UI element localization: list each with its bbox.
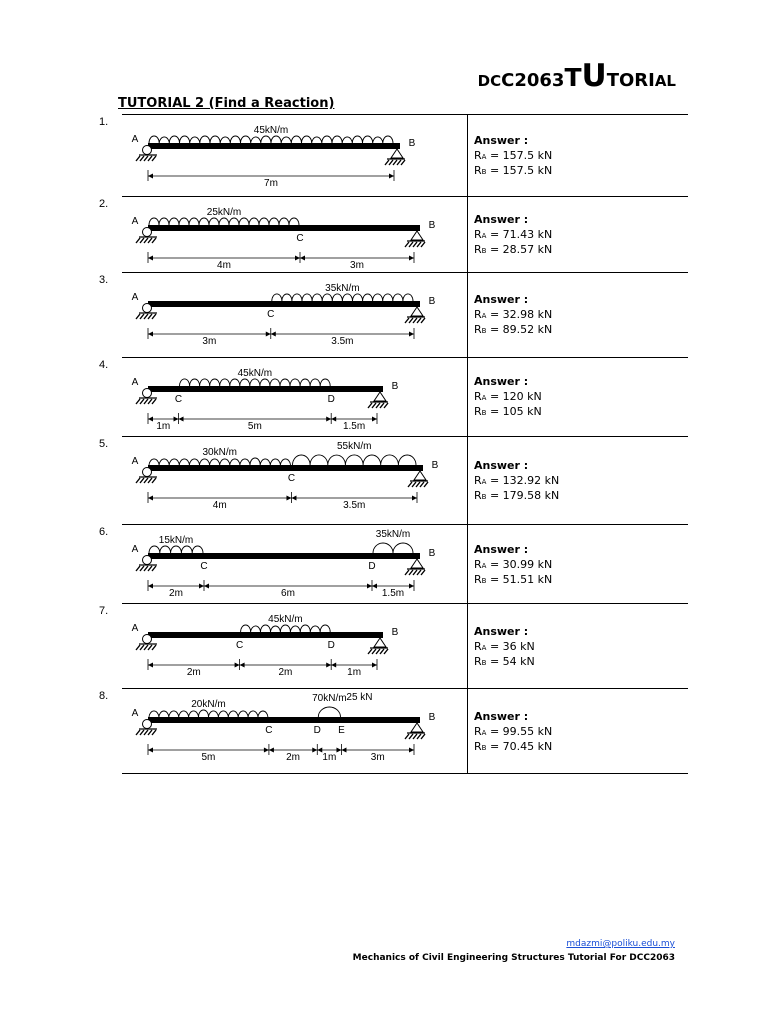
ground-hatch bbox=[401, 160, 405, 165]
reaction-a-value: = 157.5 kN bbox=[489, 148, 553, 162]
load-label: 30kN/m bbox=[202, 447, 237, 458]
point-label-d: D bbox=[313, 725, 321, 736]
dimension-label: 1m bbox=[322, 752, 337, 763]
dimension-label: 4m bbox=[212, 500, 227, 511]
reaction-a: RA = 36 kN bbox=[474, 639, 535, 653]
ground-hatch bbox=[376, 649, 380, 654]
dimension-arrow bbox=[235, 663, 240, 668]
point-label-b: B bbox=[428, 712, 436, 723]
udl-load bbox=[149, 458, 291, 465]
load-label: 45kN/m bbox=[253, 125, 289, 136]
dimension-arrow bbox=[409, 332, 414, 337]
course-footer: Mechanics of Civil Engineering Structures Tutorial For DCC2063 bbox=[352, 953, 675, 963]
dimension-arrow bbox=[240, 663, 245, 668]
problem-number: 1. bbox=[99, 116, 109, 128]
udl-load bbox=[149, 710, 268, 717]
point-label-c: C bbox=[235, 640, 244, 651]
ground-hatch bbox=[140, 566, 144, 571]
point-label-a: A bbox=[131, 456, 139, 467]
ground-hatch bbox=[152, 645, 156, 650]
problem-number: 6. bbox=[99, 526, 109, 538]
ground-hatch bbox=[384, 403, 388, 408]
point-load-label: 25 kN bbox=[346, 692, 373, 703]
dimension-label: 2m bbox=[169, 588, 183, 599]
dimension-arrow bbox=[409, 256, 414, 261]
ground-hatch bbox=[413, 570, 417, 575]
dimension-label: 6m bbox=[281, 588, 295, 599]
udl-load bbox=[149, 218, 299, 225]
ground-hatch bbox=[144, 730, 148, 735]
beam-diagram bbox=[122, 114, 466, 196]
roller-support-b bbox=[414, 471, 426, 480]
answer-label: Answer : bbox=[474, 459, 529, 472]
ground-hatch bbox=[136, 566, 140, 571]
table-column-divider bbox=[467, 114, 468, 773]
beam-diagram bbox=[122, 357, 466, 436]
load-label: 25kN/m bbox=[206, 207, 242, 218]
beam-diagram bbox=[122, 196, 466, 272]
point-label-b: B bbox=[408, 138, 416, 149]
dimension-label: 1.5m bbox=[342, 421, 366, 432]
pin-support-a bbox=[143, 304, 152, 313]
ground-hatch bbox=[136, 478, 140, 483]
answer-block bbox=[474, 213, 552, 259]
answer-label: Answer : bbox=[474, 710, 529, 723]
ground-hatch bbox=[420, 482, 424, 487]
reaction-b-value: = 157.5 kN bbox=[489, 164, 553, 177]
dimension-arrow bbox=[312, 748, 317, 753]
dimension-arrow bbox=[148, 332, 153, 337]
ground-hatch bbox=[421, 242, 425, 247]
ground-hatch bbox=[413, 734, 417, 739]
ground-hatch bbox=[417, 570, 421, 575]
ground-hatch bbox=[144, 399, 148, 404]
answer-block bbox=[474, 625, 535, 671]
beam bbox=[148, 717, 420, 723]
reaction-a: RA = 32.98 kN bbox=[474, 307, 553, 321]
beam bbox=[148, 143, 400, 149]
ground-hatch bbox=[140, 238, 144, 243]
roller-support-b bbox=[411, 231, 423, 240]
header-u: U bbox=[581, 58, 607, 94]
point-label-d: D bbox=[368, 561, 376, 572]
ground-hatch bbox=[413, 318, 417, 323]
header-code-prefix: DC bbox=[477, 72, 502, 90]
ground-hatch bbox=[148, 478, 152, 483]
ground-hatch bbox=[417, 242, 421, 247]
dimension-arrow bbox=[331, 417, 336, 422]
answer-block bbox=[474, 459, 559, 505]
point-label-a: A bbox=[131, 134, 139, 145]
ground-hatch bbox=[405, 734, 409, 739]
point-label-c: C bbox=[265, 725, 273, 736]
ground-hatch bbox=[409, 318, 413, 323]
reaction-b-value: = 28.57 kN bbox=[489, 243, 553, 256]
point-label-b: B bbox=[391, 627, 399, 638]
reaction-b: RB = 179.58 kN bbox=[474, 489, 560, 502]
ground-hatch bbox=[144, 238, 148, 243]
load-label: 55kN/m bbox=[337, 441, 372, 452]
point-label-c: C bbox=[296, 233, 304, 244]
ground-hatch bbox=[424, 482, 428, 487]
udl-load bbox=[149, 546, 203, 553]
ground-hatch bbox=[380, 649, 384, 654]
problem-number: 5. bbox=[99, 438, 109, 450]
dimension-arrow bbox=[266, 332, 271, 337]
reaction-b: RB = 157.5 kN bbox=[474, 164, 553, 177]
problem-number: 4. bbox=[99, 359, 109, 371]
load-label: 35kN/m bbox=[325, 283, 360, 294]
ground-hatch bbox=[148, 314, 152, 319]
ground-hatch bbox=[417, 734, 421, 739]
beam bbox=[148, 225, 420, 231]
dimension-arrow bbox=[269, 748, 274, 753]
dimension-label: 4m bbox=[217, 260, 231, 271]
reaction-b-value: = 51.51 kN bbox=[489, 573, 553, 586]
problem-number: 7. bbox=[99, 605, 109, 617]
pin-support-a bbox=[143, 146, 152, 155]
ground-hatch bbox=[409, 734, 413, 739]
dimension-arrow bbox=[326, 417, 331, 422]
roller-support-b bbox=[411, 307, 423, 316]
dimension-label: 7m bbox=[264, 178, 278, 189]
ground-hatch bbox=[152, 314, 156, 319]
ground-hatch bbox=[368, 649, 372, 654]
ground-hatch bbox=[389, 160, 393, 165]
point-label-a: A bbox=[131, 708, 139, 719]
ground-hatch bbox=[421, 570, 425, 575]
dimension-label: 5m bbox=[247, 421, 262, 432]
point-label-c: C bbox=[174, 394, 183, 405]
ground-hatch bbox=[140, 399, 144, 404]
dimension-label: 1.5m bbox=[381, 588, 405, 599]
ground-hatch bbox=[144, 314, 148, 319]
reaction-a-value: = 36 kN bbox=[489, 639, 535, 653]
reaction-b-value: = 179.58 kN bbox=[489, 489, 560, 502]
ground-hatch bbox=[393, 160, 397, 165]
reaction-b-value: = 70.45 kN bbox=[489, 740, 553, 753]
dimension-arrow bbox=[148, 256, 153, 261]
point-label-b: B bbox=[391, 381, 399, 392]
reaction-b: RB = 51.51 kN bbox=[474, 573, 553, 586]
answer-block bbox=[474, 543, 552, 589]
reaction-b-value: = 105 kN bbox=[489, 405, 542, 418]
reaction-b: RB = 89.52 kN bbox=[474, 323, 553, 336]
ground-hatch bbox=[372, 403, 376, 408]
point-label-b: B bbox=[428, 296, 436, 307]
problem-number: 8. bbox=[99, 690, 109, 702]
ground-hatch bbox=[140, 645, 144, 650]
beam bbox=[148, 301, 420, 307]
answer-label: Answer : bbox=[474, 293, 529, 306]
dimension-arrow bbox=[264, 748, 269, 753]
dimension-label: 3m bbox=[202, 336, 217, 347]
point-label-b: B bbox=[431, 460, 439, 471]
dimension-arrow bbox=[148, 663, 153, 668]
ground-hatch bbox=[417, 318, 421, 323]
ground-hatch bbox=[140, 156, 144, 161]
reaction-a-value: = 132.92 kN bbox=[489, 473, 560, 487]
dimension-arrow bbox=[271, 332, 276, 337]
beam-diagram bbox=[122, 272, 466, 357]
load-label: 45kN/m bbox=[268, 614, 303, 625]
reaction-a: RA = 120 kN bbox=[474, 389, 542, 403]
beam-diagram bbox=[122, 524, 466, 603]
point-label-d: D bbox=[327, 640, 335, 651]
pin-support-a bbox=[143, 635, 152, 644]
dimension-arrow bbox=[204, 584, 209, 589]
ground-hatch bbox=[148, 645, 152, 650]
dimension-arrow bbox=[148, 584, 153, 589]
answer-block bbox=[474, 375, 542, 421]
dimension-arrow bbox=[199, 584, 204, 589]
dimension-arrow bbox=[291, 496, 296, 501]
document-header bbox=[478, 58, 676, 94]
udl-load bbox=[373, 543, 413, 553]
dimension-arrow bbox=[341, 748, 346, 753]
ground-hatch bbox=[397, 160, 401, 165]
dimension-arrow bbox=[331, 663, 336, 668]
header-code: C2063 bbox=[501, 70, 565, 91]
point-label-e: E bbox=[338, 725, 345, 736]
ground-hatch bbox=[385, 160, 389, 165]
ground-hatch bbox=[136, 399, 140, 404]
ground-hatch bbox=[148, 566, 152, 571]
ground-hatch bbox=[140, 478, 144, 483]
dimension-arrow bbox=[148, 174, 153, 179]
load-label: 45kN/m bbox=[237, 368, 273, 379]
ground-hatch bbox=[144, 645, 148, 650]
beam bbox=[148, 386, 383, 392]
answer-block bbox=[474, 134, 552, 180]
ground-hatch bbox=[144, 566, 148, 571]
reaction-b: RB = 70.45 kN bbox=[474, 740, 553, 753]
reaction-a: RA = 157.5 kN bbox=[474, 148, 553, 162]
reaction-b: RB = 28.57 kN bbox=[474, 243, 553, 256]
udl-load bbox=[293, 455, 417, 465]
point-label-a: A bbox=[131, 623, 139, 634]
beam bbox=[148, 553, 420, 559]
beam-diagram bbox=[122, 603, 466, 688]
pin-support-a bbox=[143, 556, 152, 565]
dimension-arrow bbox=[409, 748, 414, 753]
reaction-b: RB = 54 kN bbox=[474, 655, 535, 668]
ground-hatch bbox=[148, 156, 152, 161]
point-label-c: C bbox=[267, 309, 275, 320]
ground-hatch bbox=[372, 649, 376, 654]
ground-hatch bbox=[409, 570, 413, 575]
point-label-a: A bbox=[131, 377, 139, 388]
dimension-arrow bbox=[409, 584, 414, 589]
reaction-a: RA = 71.43 kN bbox=[474, 227, 553, 241]
header-al: AL bbox=[654, 72, 676, 90]
roller-support-b bbox=[374, 392, 386, 401]
ground-hatch bbox=[148, 399, 152, 404]
roller-support-b bbox=[411, 559, 423, 568]
point-label-c: C bbox=[287, 473, 296, 484]
ground-hatch bbox=[152, 566, 156, 571]
pin-support-a bbox=[143, 468, 152, 477]
reaction-a-value: = 71.43 kN bbox=[489, 227, 553, 241]
point-label-b: B bbox=[428, 548, 436, 559]
point-label-d: D bbox=[327, 394, 335, 405]
tutorial-title: TUTORIAL 2 (Find a Reaction) bbox=[118, 96, 335, 111]
dimension-arrow bbox=[148, 748, 153, 753]
reaction-a-value: = 30.99 kN bbox=[489, 557, 553, 571]
beam-diagram bbox=[122, 436, 466, 524]
dimension-arrow bbox=[336, 748, 341, 753]
ground-hatch bbox=[148, 730, 152, 735]
dimension-label: 2m bbox=[278, 667, 293, 678]
udl-load bbox=[149, 136, 393, 143]
ground-hatch bbox=[409, 242, 413, 247]
ground-hatch bbox=[412, 482, 416, 487]
ground-hatch bbox=[368, 403, 372, 408]
answer-label: Answer : bbox=[474, 134, 529, 147]
answer-label: Answer : bbox=[474, 213, 529, 226]
pin-support-a bbox=[143, 720, 152, 729]
dimension-label: 3.5m bbox=[343, 500, 366, 511]
dimension-label: 2m bbox=[286, 752, 301, 763]
reaction-a-value: = 99.55 kN bbox=[489, 724, 553, 738]
ground-hatch bbox=[152, 478, 156, 483]
reaction-b: RB = 105 kN bbox=[474, 405, 542, 418]
ground-hatch bbox=[416, 482, 420, 487]
reaction-a-value: = 120 kN bbox=[489, 389, 542, 403]
ground-hatch bbox=[136, 645, 140, 650]
point-label-b: B bbox=[428, 220, 436, 231]
dimension-label: 1m bbox=[156, 421, 171, 432]
ground-hatch bbox=[140, 730, 144, 735]
answer-label: Answer : bbox=[474, 375, 529, 388]
beam-diagram bbox=[122, 688, 466, 773]
load-label: 35kN/m bbox=[375, 529, 411, 540]
author-email-link[interactable]: mdazmi@poliku.edu.my bbox=[566, 939, 675, 949]
dimension-arrow bbox=[174, 417, 179, 422]
load-label: 15kN/m bbox=[158, 535, 194, 546]
ground-hatch bbox=[380, 403, 384, 408]
ground-hatch bbox=[152, 399, 156, 404]
header-t: T bbox=[564, 63, 582, 92]
ground-hatch bbox=[152, 156, 156, 161]
ground-hatch bbox=[405, 242, 409, 247]
answer-label: Answer : bbox=[474, 543, 529, 556]
load-label: 20kN/m bbox=[191, 699, 226, 710]
dimension-arrow bbox=[372, 584, 377, 589]
problem-number: 2. bbox=[99, 198, 109, 210]
pin-support-a bbox=[143, 228, 152, 237]
ground-hatch bbox=[144, 478, 148, 483]
ground-hatch bbox=[136, 156, 140, 161]
ground-hatch bbox=[152, 238, 156, 243]
ground-hatch bbox=[136, 730, 140, 735]
ground-hatch bbox=[136, 238, 140, 243]
load-label: 70kN/m bbox=[312, 693, 347, 704]
roller-support-b bbox=[374, 638, 386, 647]
dimension-label: 3m bbox=[350, 260, 364, 271]
ground-hatch bbox=[413, 242, 417, 247]
reaction-a: RA = 132.92 kN bbox=[474, 473, 560, 487]
udl-load bbox=[241, 625, 331, 632]
dimension-arrow bbox=[179, 417, 184, 422]
dimension-arrow bbox=[372, 417, 377, 422]
ground-hatch bbox=[136, 314, 140, 319]
dimension-arrow bbox=[295, 256, 300, 261]
roller-support-b bbox=[411, 723, 423, 732]
dimension-label: 3m bbox=[370, 752, 385, 763]
ground-hatch bbox=[405, 570, 409, 575]
roller-support-b bbox=[391, 149, 403, 158]
point-label-a: A bbox=[131, 216, 139, 227]
dimension-arrow bbox=[372, 663, 377, 668]
ground-hatch bbox=[421, 734, 425, 739]
point-label-a: A bbox=[131, 544, 139, 555]
dimension-label: 5m bbox=[201, 752, 216, 763]
ground-hatch bbox=[405, 318, 409, 323]
ground-hatch bbox=[140, 314, 144, 319]
dimension-arrow bbox=[326, 663, 331, 668]
dimension-arrow bbox=[367, 584, 372, 589]
reaction-a: RA = 30.99 kN bbox=[474, 557, 553, 571]
answer-block bbox=[474, 293, 552, 339]
reaction-a-value: = 32.98 kN bbox=[489, 307, 553, 321]
problem-number: 3. bbox=[99, 274, 109, 286]
pin-support-a bbox=[143, 389, 152, 398]
ground-hatch bbox=[148, 238, 152, 243]
dimension-label: 3.5m bbox=[331, 336, 354, 347]
point-label-a: A bbox=[131, 292, 139, 303]
beam bbox=[148, 632, 383, 638]
point-label-c: C bbox=[200, 561, 208, 572]
dimension-label: 2m bbox=[186, 667, 201, 678]
dimension-arrow bbox=[286, 496, 291, 501]
ground-hatch bbox=[144, 156, 148, 161]
ground-hatch bbox=[408, 482, 412, 487]
dimension-arrow bbox=[300, 256, 305, 261]
ground-hatch bbox=[152, 730, 156, 735]
dimension-arrow bbox=[148, 417, 153, 422]
reaction-b-value: = 89.52 kN bbox=[489, 323, 553, 336]
dimension-arrow bbox=[389, 174, 394, 179]
udl-load bbox=[180, 379, 331, 386]
table-rule bbox=[122, 773, 688, 774]
ground-hatch bbox=[421, 318, 425, 323]
answer-block bbox=[474, 710, 552, 756]
dimension-arrow bbox=[148, 496, 153, 501]
udl-load bbox=[318, 707, 340, 717]
beam bbox=[148, 465, 423, 471]
dimension-arrow bbox=[412, 496, 417, 501]
udl-load bbox=[272, 294, 413, 301]
answer-label: Answer : bbox=[474, 625, 529, 638]
header-tori: TORI bbox=[606, 70, 655, 91]
reaction-a: RA = 99.55 kN bbox=[474, 724, 553, 738]
ground-hatch bbox=[384, 649, 388, 654]
dimension-label: 1m bbox=[347, 667, 362, 678]
ground-hatch bbox=[376, 403, 380, 408]
reaction-b-value: = 54 kN bbox=[489, 655, 535, 668]
